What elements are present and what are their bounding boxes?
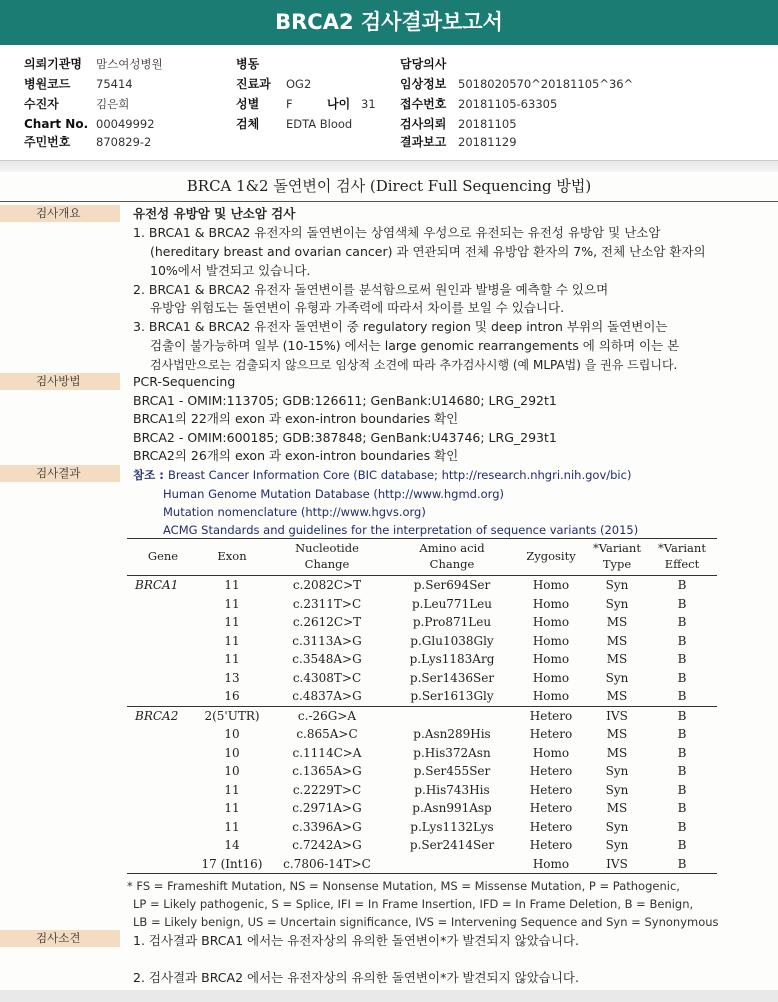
- table-cell: c.7806-14T>C: [265, 855, 389, 874]
- table-cell: 11: [224, 633, 240, 648]
- table-cell: p.Leu771Leu: [412, 596, 492, 611]
- info-label: Chart No.: [24, 117, 89, 131]
- col-header: Nucleotide Change: [265, 539, 389, 576]
- table-row: [127, 687, 717, 706]
- table-cell: p.Pro871Leu: [412, 615, 492, 629]
- overview-line: (hereditary breast and ovarian cancer) 과 연관되며 전체 유방암 환자의 7%, 전체 난소암 환자의: [150, 244, 706, 259]
- table-cell: IVS: [587, 706, 647, 725]
- info-value: 20181105-63305: [458, 97, 558, 111]
- info-label: 병동: [236, 57, 260, 71]
- references-prefix: 참조 :: [133, 468, 164, 482]
- table-cell: Homo: [532, 652, 570, 666]
- report-title: BRCA2 검사결과보고서: [0, 0, 778, 45]
- info-row: [236, 75, 311, 93]
- table-row: [127, 744, 717, 763]
- table-cell: B: [677, 633, 687, 648]
- overview-line: 2. BRCA1 & BRCA2 유전자 돌연변이를 분석함으로써 원인과 발병을 예측할 수 있으며: [133, 282, 609, 297]
- table-row: [127, 595, 717, 614]
- info-value: 20181129: [458, 135, 517, 149]
- info-value: 20181105: [458, 117, 517, 131]
- table-cell: 11: [224, 801, 240, 815]
- info-value: EDTA Blood: [286, 117, 353, 131]
- table-row: [127, 725, 717, 744]
- footnote: LB = Likely benign, US = Uncertain significance, IVS = Intervening Sequence and Syn = Synonymous: [133, 915, 719, 929]
- table-cell: [127, 650, 199, 669]
- table-cell: Syn: [605, 838, 629, 852]
- info-row: [400, 55, 458, 73]
- table-cell: Hetero: [529, 838, 573, 852]
- table-cell: Hetero: [529, 782, 573, 797]
- table-cell: B: [677, 652, 687, 666]
- table-cell: 2(5'UTR): [199, 706, 265, 725]
- info-label: 검체: [236, 117, 260, 131]
- table-cell: Syn: [605, 782, 629, 797]
- table-cell: 11: [224, 615, 240, 629]
- age-row: [327, 95, 376, 113]
- table-cell: p.Ser694Ser: [413, 578, 491, 592]
- method-line: BRCA1 - OMIM:113705; GDB:126611; GenBank:U14680; LRG_292t1: [133, 393, 557, 408]
- table-cell: [127, 725, 199, 744]
- info-row: [24, 55, 163, 73]
- table-cell: 17 (Int16): [199, 855, 265, 874]
- table-row: [127, 576, 717, 595]
- table-cell: MS: [606, 615, 628, 629]
- table-row: [127, 669, 717, 688]
- table-cell: 11: [224, 578, 240, 592]
- info-row: [400, 115, 517, 133]
- table-cell: 11: [224, 652, 240, 666]
- info-row: [236, 95, 293, 113]
- table-header-row: [127, 539, 717, 576]
- col-header: Exon: [199, 539, 265, 576]
- col-header: Zygosity: [515, 539, 587, 576]
- info-value: 맘스여성병원: [96, 57, 163, 71]
- table-cell: Syn: [605, 670, 629, 685]
- table-cell: p.Asn991Asp: [412, 801, 492, 815]
- table-cell: Homo: [515, 855, 587, 874]
- table-cell: [127, 595, 199, 614]
- method-line: PCR-Sequencing: [133, 374, 236, 389]
- table-cell: Homo: [532, 578, 570, 592]
- overview-line: 검출이 불가능하며 일부 (10-15%) 에서는 large genomic rearrangements 에 의하며 이는 본: [150, 338, 680, 353]
- info-value: 5018020570^20181105^36^: [458, 77, 634, 91]
- opinion-line: 1. 검사결과 BRCA1 에서는 유전자상의 유의한 돌연변이*가 발견되지 않았습니다.: [133, 933, 579, 948]
- info-row: [24, 75, 133, 93]
- table-row: [127, 855, 717, 874]
- table-cell: p.Ser1613Gly: [410, 689, 494, 703]
- table-cell: c.1114C>A: [292, 745, 362, 760]
- table-cell: [127, 818, 199, 837]
- info-row: [400, 133, 517, 151]
- table-row: [127, 650, 717, 669]
- table-cell: B: [677, 670, 687, 685]
- reference-line: Human Genome Mutation Database (http://www.hgmd.org): [163, 487, 504, 501]
- section-title: BRCA 1&2 돌연변이 검사 (Direct Full Sequencing 방법): [186, 177, 592, 195]
- info-value: 00049992: [96, 117, 155, 131]
- table-cell: BRCA1: [135, 578, 179, 592]
- table-cell: Hetero: [529, 727, 573, 741]
- info-value: 75414: [96, 77, 133, 91]
- bottom-bar: [0, 990, 778, 1002]
- table-cell: B: [677, 819, 687, 834]
- table-row: [127, 613, 717, 632]
- table-cell: c.2229T>C: [292, 782, 362, 797]
- table-cell: [127, 632, 199, 651]
- table-row: [127, 818, 717, 837]
- info-label: 주민번호: [24, 135, 71, 149]
- info-label: 의뢰기관명: [24, 57, 82, 71]
- table-cell: c.7242A>G: [292, 838, 362, 852]
- table-cell: [389, 706, 515, 725]
- table-cell: c.2612C>T: [292, 615, 362, 629]
- table-cell: p.Asn289His: [413, 727, 491, 741]
- reference-line: Breast Cancer Information Core (BIC database; http://research.nhgri.nih.gov/bic): [168, 468, 632, 482]
- table-cell: 11: [224, 782, 240, 797]
- table-cell: c.3396A>G: [292, 819, 362, 834]
- table-cell: Hetero: [515, 706, 587, 725]
- table-cell: [127, 781, 199, 800]
- info-label: 성별: [236, 97, 260, 111]
- patient-info: [0, 47, 778, 157]
- info-row: [24, 133, 151, 151]
- table-cell: 11: [224, 596, 240, 611]
- label-method: 검사방법: [0, 373, 120, 390]
- info-value: 870829-2: [96, 135, 152, 149]
- table-cell: Hetero: [529, 801, 573, 815]
- table-cell: 13: [224, 670, 240, 685]
- table-cell: c.-26G>A: [265, 706, 389, 725]
- table-cell: [127, 613, 199, 632]
- table-cell: c.3548A>G: [292, 652, 362, 666]
- table-cell: Homo: [532, 689, 570, 703]
- table-cell: c.1365A>G: [292, 764, 362, 778]
- table-cell: [127, 669, 199, 688]
- table-cell: p.His372Asn: [413, 745, 491, 760]
- table-cell: p.Glu1038Gly: [410, 633, 494, 648]
- age-value: 31: [361, 97, 376, 111]
- info-value: F: [286, 97, 293, 111]
- table-cell: [127, 836, 199, 855]
- table-cell: Homo: [532, 633, 570, 648]
- table-cell: B: [677, 689, 687, 703]
- table-cell: Homo: [532, 670, 570, 685]
- table-cell: [127, 687, 199, 706]
- table-cell: Syn: [605, 764, 629, 778]
- info-row: [236, 55, 286, 73]
- table-cell: MS: [606, 801, 628, 815]
- table-cell: Homo: [532, 596, 570, 611]
- table-cell: B: [677, 596, 687, 611]
- method-line: BRCA2 - OMIM:600185; GDB:387848; GenBank:U43746; LRG_293t1: [133, 430, 557, 445]
- col-header: *Variant Type: [587, 539, 647, 576]
- table-cell: p.Ser1436Ser: [409, 670, 495, 685]
- table-cell: p.Ser455Ser: [413, 764, 491, 778]
- info-label: 검사의뢰: [400, 117, 447, 131]
- age-label: 나이: [327, 97, 351, 111]
- table-cell: MS: [606, 745, 628, 760]
- reference-line: Mutation nomenclature (http://www.hgvs.org): [163, 505, 426, 519]
- table-cell: Syn: [605, 819, 629, 834]
- table-cell: MS: [606, 727, 628, 741]
- table-cell: 10: [224, 745, 240, 760]
- table-cell: c.4308T>C: [292, 670, 362, 685]
- overview-line: 3. BRCA1 & BRCA2 유전자 돌연변이 중 regulatory region 및 deep intron 부위의 돌연변이는: [133, 319, 668, 334]
- table-cell: MS: [606, 652, 628, 666]
- table-cell: [127, 799, 199, 818]
- table-cell: IVS: [587, 855, 647, 874]
- table-cell: p.Ser2414Ser: [409, 838, 495, 852]
- table-cell: c.4837A>G: [292, 689, 362, 703]
- info-label: 임상정보: [400, 77, 447, 91]
- info-row: [24, 95, 129, 113]
- table-row: [127, 762, 717, 781]
- info-row: [400, 95, 557, 113]
- label-overview: 검사개요: [0, 205, 120, 222]
- overview-heading: 유전성 유방암 및 난소암 검사: [133, 206, 296, 221]
- reference-line: ACMG Standards and guidelines for the interpretation of sequence variants (2015): [163, 523, 639, 537]
- table-cell: B: [677, 615, 687, 629]
- info-label: 진료과: [236, 77, 271, 91]
- label-opinion: 검사소견: [0, 930, 120, 947]
- table-cell: [389, 855, 515, 874]
- table-cell: MS: [606, 689, 628, 703]
- method-line: BRCA1의 22개의 exon 과 exon-intron boundaries 확인: [133, 411, 459, 426]
- table-cell: 16: [224, 689, 240, 703]
- footnote: * FS = Frameshift Mutation, NS = Nonsense Mutation, MS = Missense Mutation, P = Pathogenic,: [127, 879, 680, 893]
- table-cell: p.His743His: [414, 782, 490, 797]
- info-row: [400, 75, 633, 93]
- table-cell: B: [677, 782, 687, 797]
- info-label: 결과보고: [400, 135, 447, 149]
- table-cell: c.2971A>G: [292, 801, 362, 815]
- table-row: [127, 836, 717, 855]
- table-cell: Homo: [532, 615, 570, 629]
- table-cell: [127, 744, 199, 763]
- table-row: [127, 706, 717, 725]
- overview-line: 유방암 위험도는 돌연변이 유형과 가족력에 따라서 차이를 보일 수 있습니다.: [150, 300, 565, 315]
- table-cell: c.3113A>G: [292, 633, 362, 648]
- table-cell: Homo: [532, 745, 570, 760]
- table-cell: 10: [224, 764, 240, 778]
- variant-table: [127, 538, 717, 874]
- table-cell: B: [677, 727, 687, 741]
- method-line: BRCA2의 26개의 exon 과 exon-intron boundaries 확인: [133, 448, 459, 463]
- table-cell: MS: [606, 633, 628, 648]
- opinion-line: 2. 검사결과 BRCA2 에서는 유전자상의 유의한 돌연변이*가 발견되지 않았습니다.: [133, 970, 579, 985]
- col-header: Gene: [127, 539, 199, 576]
- section-divider: [0, 201, 778, 202]
- info-row: [24, 115, 155, 133]
- table-cell: [127, 762, 199, 781]
- table-cell: Hetero: [529, 764, 573, 778]
- info-value: 김은희: [96, 97, 130, 111]
- table-cell: B: [677, 745, 687, 760]
- table-cell: 14: [224, 838, 240, 852]
- table-cell: c.2311T>C: [292, 596, 362, 611]
- info-label: 수진자: [24, 97, 59, 111]
- table-row: [127, 799, 717, 818]
- overview-line: 1. BRCA1 & BRCA2 유전자의 돌연변이는 상염색체 우성으로 유전되는 유전성 유방암 및 난소암: [133, 225, 661, 240]
- table-cell: B: [677, 764, 687, 778]
- info-value: OG2: [286, 77, 312, 91]
- info-label: 담당의사: [400, 57, 447, 71]
- col-header: *Variant Effect: [647, 539, 717, 576]
- table-cell: B: [677, 838, 687, 852]
- table-cell: BRCA2: [127, 706, 199, 725]
- info-row: [236, 115, 352, 133]
- info-label: 병원코드: [24, 77, 71, 91]
- table-cell: c.865A>C: [296, 727, 358, 741]
- table-cell: B: [647, 855, 717, 874]
- info-label: 접수번호: [400, 97, 447, 111]
- table-cell: B: [647, 706, 717, 725]
- label-result: 검사결과: [0, 465, 120, 482]
- table-cell: p.Lys1132Lys: [410, 819, 494, 834]
- table-row: [127, 632, 717, 651]
- overview-line: 10%에서 발견되고 있습니다.: [150, 263, 311, 278]
- table-cell: B: [677, 578, 687, 592]
- col-header: Amino acid Change: [389, 539, 515, 576]
- table-cell: B: [677, 801, 687, 815]
- table-cell: 10: [224, 727, 240, 741]
- table-cell: Syn: [605, 578, 629, 592]
- table-row: [127, 781, 717, 800]
- footnote: LP = Likely pathogenic, S = Splice, IFI = In Frame Insertion, IFD = In Frame Deletion, B = Benign,: [133, 897, 694, 911]
- table-cell: c.2082C>T: [292, 578, 362, 592]
- table-cell: p.Lys1183Arg: [409, 652, 495, 666]
- table-cell: Hetero: [529, 819, 573, 834]
- table-cell: Syn: [605, 596, 629, 611]
- overview-line: 검사법만으로는 검출되지 않으므로 임상적 소견에 따라 추가검사시행 (예 MLPA법) 을 권유 드립니다.: [150, 358, 678, 372]
- table-cell: [127, 855, 199, 874]
- table-cell: 11: [224, 819, 240, 834]
